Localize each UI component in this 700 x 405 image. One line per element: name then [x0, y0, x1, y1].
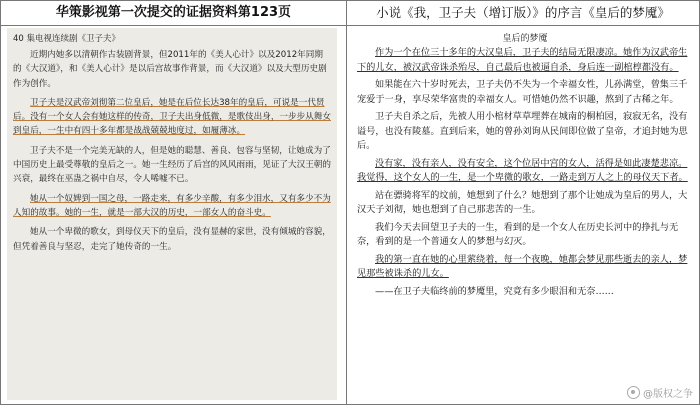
left-column	[1, 1, 347, 404]
right-column	[347, 1, 699, 404]
preface-subtitle: 皇后的梦魇	[502, 34, 548, 44]
scanned-document	[7, 28, 337, 400]
right-header: 小说《我，卫子夫（增订版）》的序言《皇后的梦魇》	[347, 1, 699, 26]
scan-paragraph: 她从一个卑微的歌女，到母仪天下的皇后，没有显赫的家世，没有倾城的容貌，但凭着善良与坚忍，走完了她传奇的一生。	[13, 227, 331, 252]
preface-paragraph: 站在骠骑将军的坟前，她想到了什么？她想到了那个让她成为皇后的男人，大汉天子刘彻，她也想到了自己那悲苦的一生。	[357, 189, 688, 215]
preface-paragraph: 我的第一直在她的心里萦绕着，每一个夜晚，她都会梦见那些逝去的亲人，梦见那些被诛杀的儿女。	[357, 253, 688, 279]
watermark-text: @版权之争	[643, 389, 693, 400]
novel-preface	[347, 26, 699, 299]
scan-paragraph: 卫子夫是汉武帝刘彻第二位皇后，她是在后位长达38年的皇后，可说是一代贤后。没有一个女人会有她这样的传奇，卫子夫出身低微，是歌伎出身，一步步从舞女到皇后，一生中有四十多年都是战战兢兢地度过，如履薄冰。	[13, 97, 331, 137]
preface-paragraph: 如果能在六十岁时死去，卫子夫仍不失为一个幸福女性，儿孙满堂，曾集三千宠爱于一身，享尽荣华富贵的幸福女人。可惜她仍然不识趣，熬到了古稀之年。	[357, 79, 688, 105]
preface-paragraph: 作为一个在位三十多年的大汉皇后，卫子夫的结局无限凄凉。她作为汉武帝生下的儿女，被汉武帝诛杀殆尽，自己最后也被逼自杀，身后连一副棺椁都没有。	[357, 47, 688, 73]
watermark	[627, 385, 693, 400]
scan-paragraph: 她从一个奴婢到一国之母，一路走来，有多少辛酸，有多少泪水，又有多少不为人知的故事。她的一生，就是一部大汉的历史，一部女人的奋斗史。	[13, 193, 331, 218]
scan-paragraph: 卫子夫不是一个完美无缺的人，但是她的聪慧、善良、包容与坚韧，让她成为了中国历史上最受尊敬的皇后之一。她一生经历了后宫的风风雨雨，见证了大汉王朝的兴衰，最终在巫蛊之祸中自尽，令人唏嘘不已。	[13, 145, 331, 185]
preface-paragraph: 我们今天去回望卫子夫的一生，看到的是一个女人在历史长河中的挣扎与无奈，看到的是一个普通女人的梦想与幻灭。	[357, 221, 679, 247]
scan-paragraph: 近期内她多以清朝作古装剧背景，但2011年的《美人心计》以及2012年同期的《大汉道》，和《美人心计》是以后宫故事作背景，而《大汉道》以及大型历史剧作为创作。	[13, 50, 327, 89]
left-header: 华策影视第一次提交的证据资料第123页	[1, 1, 346, 26]
preface-last-line: ——在卫子夫临终前的梦魇里，究竟有多少眼泪和无奈……	[375, 285, 614, 297]
preface-paragraph: 没有家，没有亲人，没有安全，这个位居中宫的女人，活得是如此凄楚悲凉。我觉得，这个女人的一生，是一个卑微的歌女，一路走到万人之上的母仪天下者。	[357, 157, 688, 183]
scanned-doc-title: 40 集电视连续剧《卫子夫》	[13, 34, 121, 44]
preface-paragraph: 卫子夫自杀之后，先被人用小棺材草草埋葬在城南的桐柏园，寂寂无名，没有谥号，也没有陵墓。直到后来，她的曾孙刘询从民间即位做了皇帝，才追封她为思后。	[357, 111, 688, 151]
weibo-icon	[627, 386, 640, 399]
